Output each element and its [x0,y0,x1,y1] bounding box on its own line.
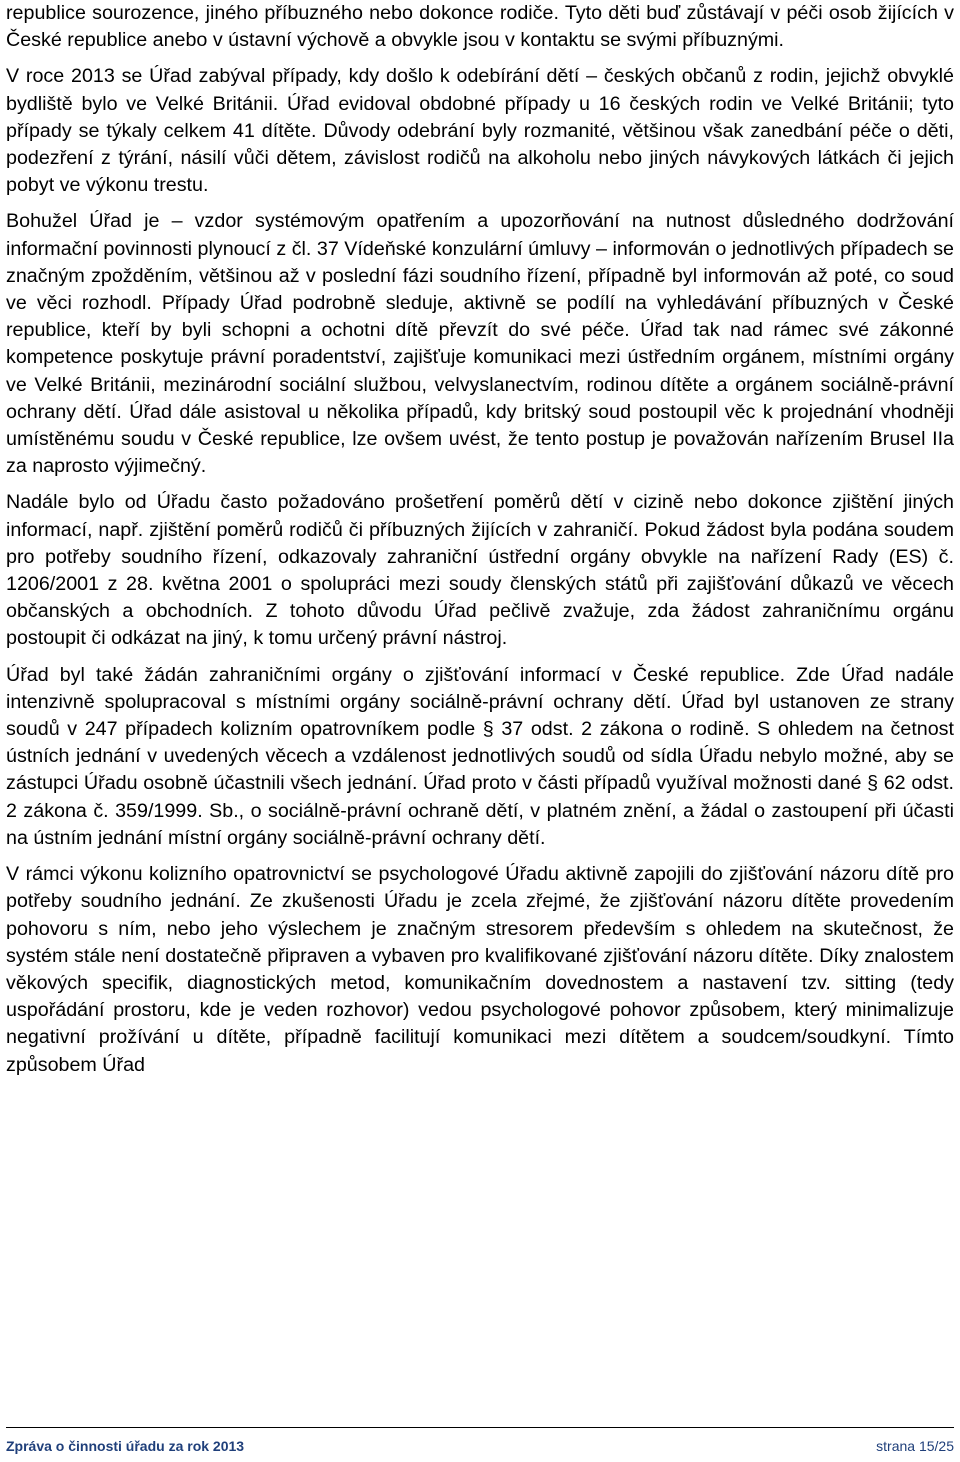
footer-title: Zpráva o činnosti úřadu za rok 2013 [6,1438,245,1454]
paragraph-4: Nadále bylo od Úřadu často požadováno prošetření poměrů dětí v cizině nebo dokonce zjištění jiných informací, např. zjištění poměrů rodičů či příbuzných žijících v zahraničí. Pokud žádost byla podána soudem pro potřeby soudního řízení, odkazovaly zahraniční ústřední orgány obvykle na nařízení Rady (ES) č. 1206/2001 z 28. května 2001 o spolupráci mezi soudy členských států při zajišťování důkazů ve věcech občanských a obchodních. Z tohoto důvodu Úřad pečlivě zvažuje, zda žádost zahraničnímu orgánu postoupit či odkázat na jiný, k tomu určený právní nástroj. [6,491,954,650]
paragraph-3: Bohužel Úřad je – vzdor systémovým opatřením a upozorňování na nutnost důsledného dodržování informační povinnosti plynoucí z čl. 37 Vídeňské konzulární úmluvy – informován o jednotlivých případech se značným zpožděním, většinou až v poslední fázi soudního řízení, případně byl informován až poté, co soud ve věci rozhodl. Případy Úřad podrobně sleduje, aktivně se podílí na vyhledávání příbuzných v České republice, kteří by byli schopni a ochotni dítě převzít do své péče. Úřad tak nad rámec své zákonné kompetence poskytuje právní poradentství, zajišťuje komunikaci mezi ústředním orgánem, místními orgány ve Velké Británii, mezinárodní sociální službou, velvyslanectvím, rodinou dítěte a orgánem sociálně-právní ochrany dětí. Úřad dále asistoval u několika případů, kdy britský soud postoupil věc k projednání vhodněji umístěnému soudu v České republice, lze ovšem uvést, že tento postup je považován nařízením Brusel IIa za naprosto výjimečný. [6,210,954,478]
page-number: strana 15/25 [876,1438,954,1454]
page-footer [6,1427,954,1454]
paragraph-5: Úřad byl také žádán zahraničními orgány o zjišťování informací v České republice. Zde Úřad nadále intenzivně spolupracoval s místními orgány sociálně-právní ochrany dětí. Úřad byl ustanoven ze strany soudů v 247 případech kolizním opatrovníkem podle § 37 odst. 2 zákona o rodině. S ohledem na četnost ústních jednání v uvedených věcech a vzdálenost jednotlivých soudů od sídla Úřadu nebylo možné, aby se zástupci Úřadu osobně účastnili všech jednání. Úřad proto v části případů využíval možnosti dané § 62 odst. 2 zákona č. 359/1999. Sb., o sociálně-právní ochraně dětí, v platném znění, a žádal o zastoupení při účasti na ústním jednání místní orgány sociálně-právní ochrany dětí. [6,663,954,849]
document-body [6,0,954,1088]
paragraph-1: republice sourozence, jiného příbuzného nebo dokonce rodiče. Tyto děti buď zůstávají v péči osob žijících v České republice anebo v ústavní výchově a obvykle jsou v kontaktu se svými příbuznými. [6,2,954,52]
paragraph-2: V roce 2013 se Úřad zabýval případy, kdy došlo k odebírání dětí – českých občanů z rodin, jejichž obvyklé bydliště bylo ve Velké Británii. Úřad evidoval obdobné případy u 16 českých rodin ve Velké Británii; tyto případy se týkaly celkem 41 dítěte. Důvody odebrání byly rozmanité, většinou však zanedbání péče o děti, podezření z týrání, násilí vůči dětem, závislost rodičů na alkoholu nebo jiných návykových látkách či jejich pobyt ve výkonu trestu. [6,65,954,197]
paragraph-6: V rámci výkonu kolizního opatrovnictví se psychologové Úřadu aktivně zapojili do zjišťování názoru dítě pro potřeby soudního jednání. Ze zkušenosti Úřadu je zcela zřejmé, že zjišťování názoru dítěte provedením pohovoru s ním, nebo jeho výslechem je značným stresorem především s ohledem na skutečnost, že systém stále není dostatečně připraven a vybaven pro kvalifikované zjišťování názoru dítěte. Díky znalostem věkových specifik, diagnostických metod, komunikačním dovednostem a nastavení tzv. sitting (tedy uspořádání prostoru, kde je veden rozhovor) vedou psychologové pohovor způsobem, který minimalizuje negativní prožívání u dítěte, případně facilitují komunikaci mezi dítětem a soudcem/soudkyní. Tímto způsobem Úřad [6,863,954,1076]
